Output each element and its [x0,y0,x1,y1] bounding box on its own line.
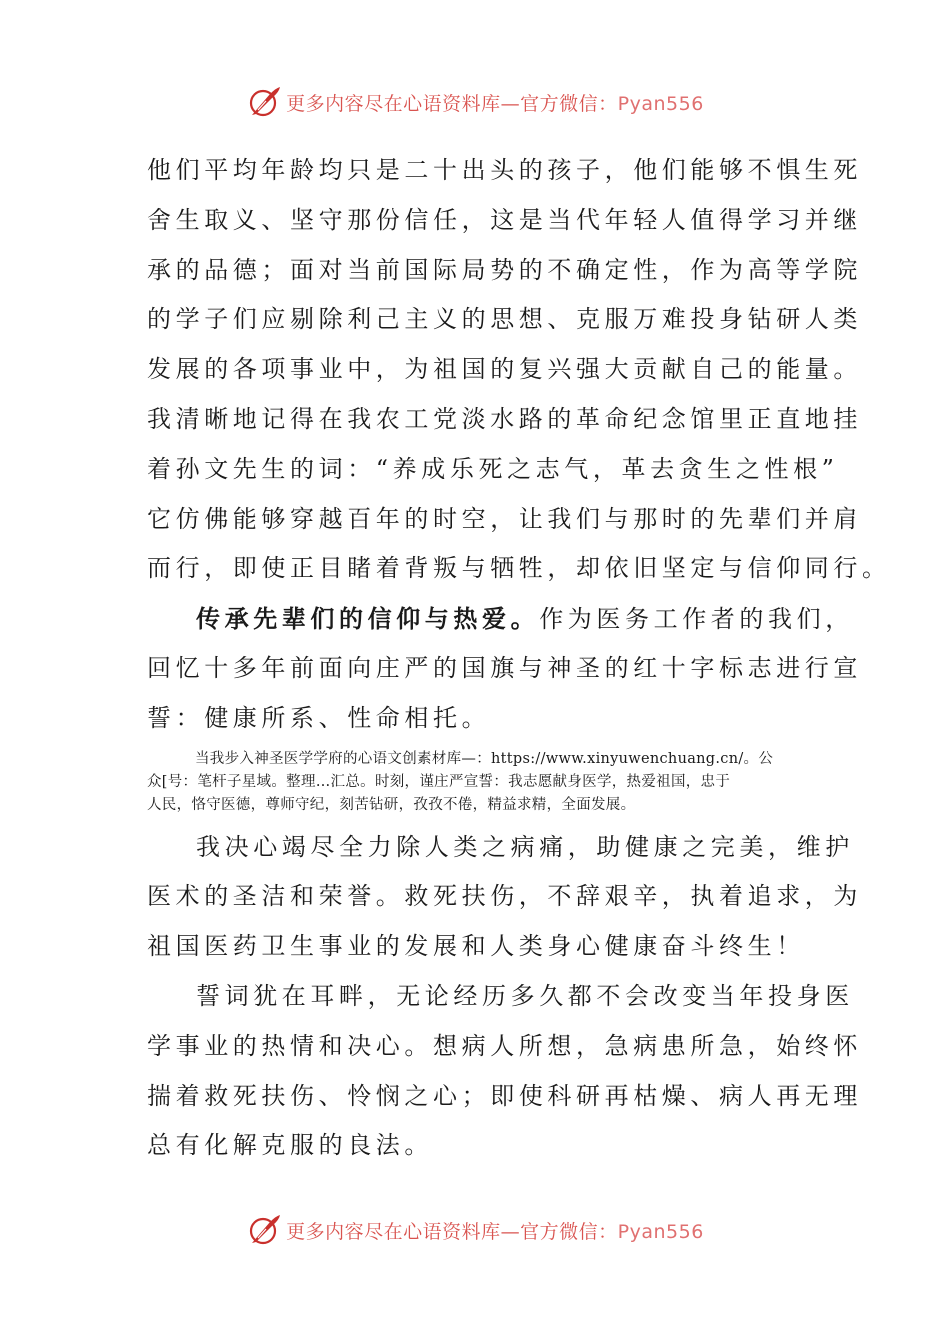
paragraph-2 [147,594,862,743]
header-banner [0,82,950,122]
text-line: 而行，即使正目睹着背叛与牺牲，却依旧坚定与信仰同行。 [147,554,891,583]
text-line: 总有化解克服的良法。 [147,1131,433,1160]
small-text-line: 众[号：笔杆子星域。整理…汇总。时刻，谨庄严宣誓：我志愿献身医学，热爱祖国，忠于 [147,773,731,790]
text-line: 的学子们应剔除利己主义的思想、克服万难投身钻研人类 [147,305,862,334]
text-line: 祖国医药卫生事业的发展和人类身心健康奋斗终生！ [147,932,805,961]
paragraph-4 [147,972,862,1171]
text-line: 我清晰地记得在我农工党淡水路的革命纪念馆里正直地挂 [147,404,862,433]
text-line: 回忆十多年前面向庄严的国旗与神圣的红十字标志进行宣 [147,653,862,682]
paragraph-3 [147,823,862,972]
small-print-paragraph [147,748,807,817]
text-line: 誓词犹在耳畔，无论经历多久都不会改变当年投身医 [196,981,854,1010]
banner-text: 更多内容尽在心语资料库—官方微信：Pyan556 [286,1220,704,1243]
text-line: 医术的圣洁和荣誉。救死扶伤，不辞艰辛，执着追求，为 [147,882,862,911]
text-line: 传承先辈们的信仰与热爱。作为医务工作者的我们， [196,604,854,634]
quill-logo-icon [246,1212,282,1248]
text-line: 发展的各项事业中，为祖国的复兴强大贡献自己的能量。 [147,355,862,384]
banner-text: 更多内容尽在心语资料库—官方微信：Pyan556 [286,92,704,115]
small-text-line: 当我步入神圣医学学府的心语文创素材库—：https://www.xinyuwenchuang.cn/。公 [195,750,774,767]
paragraph-1 [147,146,891,594]
bold-heading: 传承先辈们的信仰与热爱。 [196,604,540,634]
text-line: 揣着救死扶伤、怜悯之心；即使科研再枯燥、病人再无理 [147,1081,862,1110]
text-line: 他们平均年龄均只是二十出头的孩子，他们能够不惧生死 [147,156,862,184]
text-line: 我决心竭尽全力除人类之病痛，助健康之完美，维护 [196,832,854,861]
document-body [147,146,891,1171]
text-line: 承的品德；面对当前国际局势的不确定性，作为高等学院 [147,255,862,284]
text-line: 誓：健康所系、性命相托。 [147,703,491,732]
small-text-line: 人民，恪守医德，尊师守纪，刻苦钻研，孜孜不倦，精益求精，全面发展。 [147,796,636,813]
text-line: 舍生取义、坚守那份信任，这是当代年轻人值得学习并继 [147,205,862,234]
text-line: 着孙文先生的词：“养成乐死之志气，革去贪生之性根” [147,454,839,483]
text-line: 学事业的热情和决心。想病人所想，急病患所急，始终怀 [147,1031,862,1060]
quill-logo-icon [246,84,282,120]
text-line: 它仿佛能够穿越百年的时空，让我们与那时的先辈们并肩 [147,504,862,533]
footer-banner [0,1210,950,1250]
